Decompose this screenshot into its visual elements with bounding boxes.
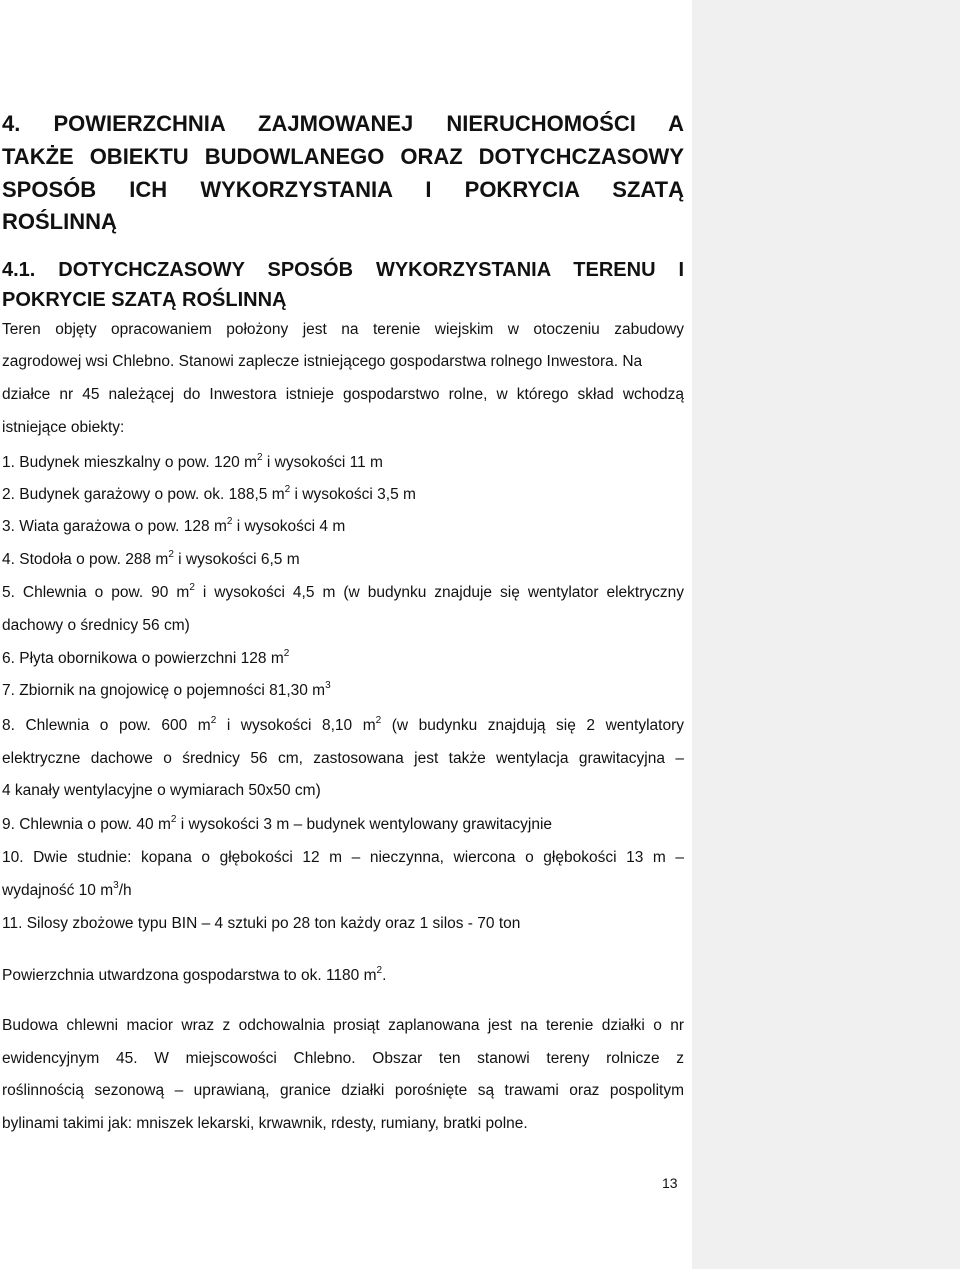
- section-heading-line-3: SPOSÓB ICH WYKORZYSTANIA I POKRYCIA SZATĄ: [2, 177, 684, 202]
- list-item-6: [2, 649, 684, 669]
- intro-line-3: działce nr 45 należącej do Inwestora istnieje gospodarstwo rolne, w którego skład wchodzą: [2, 386, 684, 403]
- list-item-8-text-end: (w budynku znajdują się 2 wentylatory: [381, 717, 684, 734]
- superscript: 2: [226, 516, 233, 527]
- list-item-7-text: 7. Zbiornik na gnojowicę o pojemności 81,30 m: [2, 682, 326, 699]
- superscript: 2: [376, 965, 383, 976]
- list-item-8: [2, 716, 684, 736]
- superscript: 2: [168, 549, 174, 560]
- list-item-3-text-end: i wysokości 4 m: [232, 518, 346, 535]
- section-heading-line-2: TAKŻE OBIEKTU BUDOWLANEGO ORAZ DOTYCHCZASOWY: [2, 144, 684, 169]
- page-number: 13: [662, 1175, 678, 1191]
- list-item-7: [2, 681, 684, 701]
- superscript: 2: [170, 814, 177, 825]
- paved-area-end: .: [382, 967, 387, 984]
- list-item-1-text: 1. Budynek mieszkalny o pow. 120 m: [2, 454, 258, 471]
- closing-line-1: Budowa chlewni macior wraz z odchowalnia prosiąt zaplanowana jest na terenie działki o nr: [2, 1017, 684, 1034]
- list-item-10-text: wydajność 10 m: [2, 882, 114, 899]
- list-item-8-continued: elektryczne dachowe o średnicy 56 cm, zastosowana jest także wentylacja grawitacyjna –: [2, 750, 684, 767]
- list-item-4: [2, 550, 684, 570]
- list-item-8-text-mid: i wysokości 8,10 m: [216, 717, 376, 734]
- list-item-2: [2, 485, 684, 505]
- list-item-2-text-end: i wysokości 3,5 m: [290, 486, 416, 503]
- section-heading-line-4: ROŚLINNĄ: [2, 209, 117, 234]
- superscript: 3: [325, 680, 331, 691]
- superscript: 2: [375, 715, 382, 726]
- subsection-heading-line-2: POKRYCIE SZATĄ ROŚLINNĄ: [2, 289, 287, 311]
- list-item-5-text-end: i wysokości 4,5 m (w budynku znajduje się wentylator elektryczny: [194, 584, 684, 601]
- list-item-6-text: 6. Płyta obornikowa o powierzchni 128 m: [2, 650, 284, 667]
- intro-line-2: [2, 352, 684, 372]
- paved-area-text: Powierzchnia utwardzona gospodarstwa to ok. 1180 m: [2, 967, 377, 984]
- subsection-heading-line-1: 4.1. DOTYCHCZASOWY SPOSÓB WYKORZYSTANIA TERENU I: [2, 259, 684, 281]
- comment-margin-panel: [692, 0, 960, 1269]
- list-item-1: [2, 453, 684, 473]
- list-item-8-text: 8. Chlewnia o pow. 600 m: [2, 717, 211, 734]
- list-item-4-text: 4. Stodoła o pow. 288 m: [2, 551, 169, 568]
- intro-line-1: Teren objęty opracowaniem położony jest na terenie wiejskim w otoczeniu zabudowy: [2, 321, 684, 338]
- closing-line-2: ewidencyjnym 45. W miejscowości Chlebno. Obszar ten stanowi tereny rolnicze z: [2, 1050, 684, 1067]
- intro-line-4: istniejące obiekty:: [2, 419, 125, 436]
- list-item-9: [2, 815, 684, 835]
- closing-line-3: roślinnością sezonową – uprawianą, granice działki porośnięte są trawami oraz pospolitym: [2, 1082, 684, 1099]
- paved-area-paragraph: [2, 966, 684, 986]
- superscript: 2: [284, 484, 291, 495]
- list-item-4-text-end: i wysokości 6,5 m: [173, 551, 300, 568]
- section-heading-line-1: 4. POWIERZCHNIA ZAJMOWANEJ NIERUCHOMOŚCI A: [2, 111, 684, 136]
- superscript: 2: [189, 582, 195, 593]
- intro-line-2-end: Stanowi zaplecze istniejącego gospodarstwa rolnego Inwestora. Na: [174, 353, 643, 370]
- list-item-5: [2, 583, 684, 603]
- superscript: 2: [257, 452, 263, 463]
- list-item-10-text-end: /h: [118, 882, 132, 899]
- list-item-11: 11. Silosy zbożowe typu BIN – 4 sztuki po 28 ton każdy oraz 1 silos - 70 ton: [2, 915, 521, 932]
- list-item-5-text: 5. Chlewnia o pow. 90 m: [2, 584, 190, 601]
- superscript: 3: [113, 880, 119, 891]
- list-item-3-text: 3. Wiata garażowa o pow. 128 m: [2, 518, 227, 535]
- list-item-2-text: 2. Budynek garażowy o pow. ok. 188,5 m: [2, 486, 285, 503]
- list-item-1-text-end: i wysokości 11 m: [262, 454, 383, 471]
- list-item-9-text: 9. Chlewnia o pow. 40 m: [2, 816, 171, 833]
- intro-line-2-start: zagrodowej wsi Chlebno.: [2, 353, 175, 370]
- list-item-3: [2, 517, 684, 537]
- list-item-10-continued: [2, 881, 684, 901]
- closing-line-4: bylinami takimi jak: mniszek lekarski, krwawnik, rdesty, rumiany, bratki polne.: [2, 1115, 528, 1132]
- superscript: 2: [210, 715, 217, 726]
- list-item-8-continued-2: 4 kanały wentylacyjne o wymiarach 50x50 cm): [2, 782, 321, 799]
- list-item-10: 10. Dwie studnie: kopana o głębokości 12 m – nieczynna, wiercona o głębokości 13 m –: [2, 849, 684, 866]
- superscript: 2: [283, 648, 290, 659]
- list-item-5-continued: dachowy o średnicy 56 cm): [2, 617, 190, 634]
- list-item-9-text-end: i wysokości 3 m – budynek wentylowany grawitacyjnie: [176, 816, 553, 833]
